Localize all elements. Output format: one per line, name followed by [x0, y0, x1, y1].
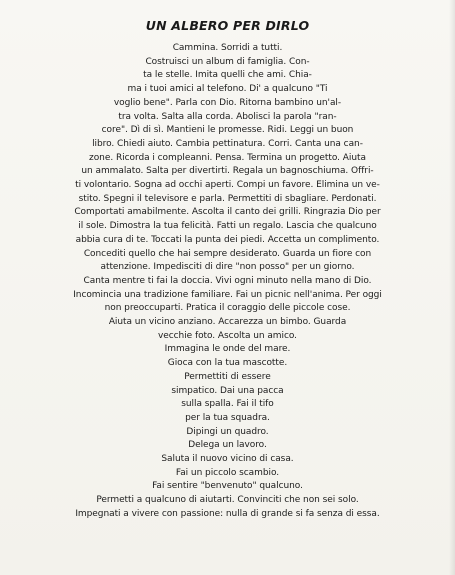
poem-line: Cammina. Sorridi a tutti. [172, 43, 283, 53]
poem-line: tra volta. Salta alla corda. Abolisci la parola "ran- [118, 111, 337, 122]
poem-line: libro. Chiedi aiuto. Cambia pettinatura. Corri. Canta una can- [92, 138, 363, 149]
poem-line: Fai un piccolo scambio. [175, 467, 280, 478]
poem-line: Fai sentire "benvenuto" qualcuno. [152, 481, 303, 492]
poem-line: ma i tuoi amici al telefono. Di' a qualcuno "Ti [127, 84, 328, 95]
poem-line: il sole. Dimostra la tua felicità. Fatti un regalo. Lascia che qualcuno [78, 221, 377, 232]
poem-line: Permetti a qualcuno di aiutarti. Convinciti che non sei solo. [96, 495, 359, 506]
poem-line: Immagina le onde del mare. [164, 344, 291, 355]
poem-line: simpatico. Dai una pacca [171, 385, 284, 396]
poem-line: ti volontario. Sogna ad occhi aperti. Compi un favore. Elimina un ve- [75, 180, 380, 190]
poem-line: Delega un lavoro. [188, 440, 267, 451]
poem-line: core". Dì di sì. Mantieni le promesse. Ridi. Leggi un buon [101, 125, 354, 136]
poem-line: Dipingi un quadro. [186, 426, 269, 437]
poem-line: Comportati amabilmente. Ascolta il canto dei grilli. Ringrazia Dio per [74, 207, 381, 218]
poem-line: per la tua squadra. [185, 412, 270, 423]
poem-line: zone. Ricorda i compleanni. Pensa. Termina un progetto. Aiuta [89, 152, 366, 163]
poem-line: Concediti quello che hai sempre desiderato. Guarda un fiore con [83, 248, 372, 259]
poem-line: Incomincia una tradizione familiare. Fai un picnic nell'anima. Per oggi [73, 289, 382, 300]
poem-line: sulla spalla. Fai il tifo [181, 399, 274, 410]
poem-line: non preoccuparti. Pratica il coraggio delle piccole cose. [104, 303, 351, 314]
poem-line: Permettiti di essere [184, 371, 271, 382]
page-title: UN ALBERO PER DIRLO [145, 18, 310, 33]
poem-line: Canta mentre ti fai la doccia. Vivi ogni minuto nella mano di Dio. [83, 275, 372, 286]
poem-line: abbia cura di te. Toccati la punta dei piedi. Accetta un complimento. [75, 234, 380, 245]
poem-line: attenzione. Impedisciti di dire "non posso" per un giorno. [100, 262, 355, 273]
poem-line: vecchie foto. Ascolta un amico. [157, 330, 297, 341]
poem-line: Costruisci un album di famiglia. Con- [145, 56, 310, 67]
poem-line: voglio bene". Parla con Dio. Ritorna bambino un'al- [113, 97, 342, 108]
poem-line: Saluta il nuovo vicino di casa. [161, 454, 294, 464]
poem-line: stito. Spegni il televisore e parla. Permettiti di sbagliare. Perdonati. [78, 193, 377, 204]
poem-line: Impegnati a vivere con passione: nulla di grande si fa senza di essa. [75, 508, 380, 519]
poem-line: Gioca con la tua mascotte. [167, 358, 288, 369]
poem-line: Aiuta un vicino anziano. Accarezza un bimbo. Guarda [108, 317, 347, 327]
poem-line: ta le stelle. Imita quelli che ami. Chia- [143, 70, 312, 81]
poem-line: un ammalato. Salta per divertirti. Regala un bagnoschiuma. Offri- [81, 166, 374, 177]
